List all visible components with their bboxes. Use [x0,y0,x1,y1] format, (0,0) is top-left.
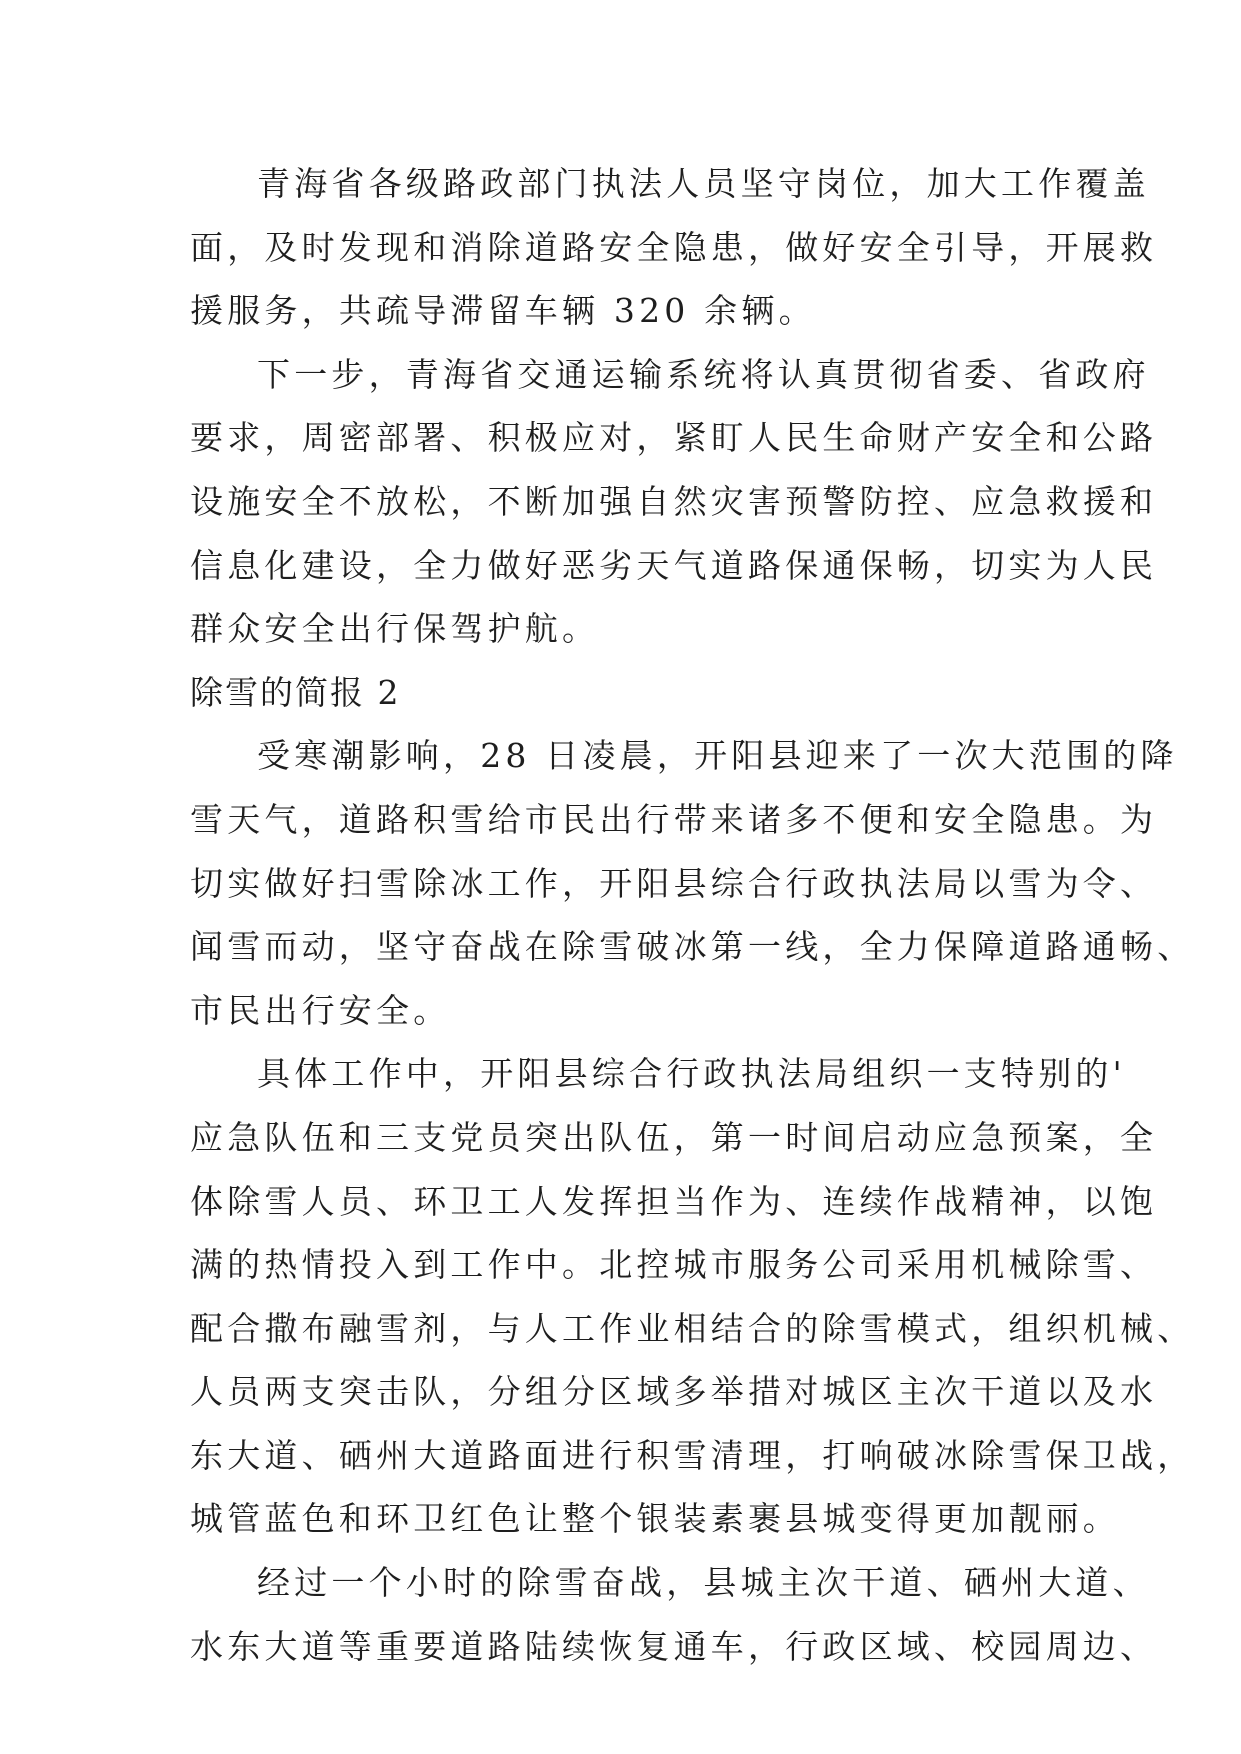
text-line: 人员两支突击队，分组分区域多举措对城区主次干道以及水 [190,1372,1158,1412]
text-line: 经过一个小时的除雪奋战，县城主次干道、硒州大道、 [257,1563,1150,1603]
paragraph [190,1551,1158,1678]
text-line: 满的热情投入到工作中。北控城市服务公司采用机械除雪、 [190,1245,1158,1285]
text-line: 东大道、硒州大道路面进行积雪清理，打响破冰除雪保卫战， [190,1435,1195,1475]
section-heading: 除雪的简报 2 [190,672,401,712]
text-line: 信息化建设，全力做好恶劣天气道路保通保畅，切实为人民 [190,545,1158,585]
text-line: 切实做好扫雪除冰工作，开阳县综合行政执法局以雪为令、 [190,863,1158,903]
text-line: 体除雪人员、环卫工人发挥担当作为、连续作战精神，以饱 [190,1181,1158,1221]
paragraph [190,724,1195,1042]
text-line: 具体工作中，开阳县综合行政执法局组织一支特别的' [257,1054,1126,1094]
text-line: 要求，周密部署、积极应对，紧盯人民生命财产安全和公路 [190,418,1158,458]
text-line: 援服务，共疏导滞留车辆 320 余辆。 [190,291,816,331]
text-line: 雪天气，道路积雪给市民出行带来诸多不便和安全隐患。为 [190,799,1158,839]
document-body [190,152,1195,1678]
text-line: 城管蓝色和环卫红色让整个银装素裹县城变得更加靓丽。 [190,1499,1120,1539]
text-line: 群众安全出行保驾护航。 [190,609,600,649]
text-line: 设施安全不放松，不断加强自然灾害预警防控、应急救援和 [190,481,1158,521]
text-line: 青海省各级路政部门执法人员坚守岗位，加大工作覆盖 [257,164,1150,203]
text-line: 市民出行安全。 [190,990,451,1030]
paragraph [190,343,1158,661]
text-line: 下一步，青海省交通运输系统将认真贯彻省委、省政府 [257,354,1150,394]
text-line: 受寒潮影响，28 日凌晨，开阳县迎来了一次大范围的降 [257,736,1178,776]
paragraph [190,1042,1195,1551]
text-line: 面，及时发现和消除道路安全隐患，做好安全引导，开展救 [190,227,1158,267]
text-line: 应急队伍和三支党员突出队伍，第一时间启动应急预案，全 [190,1117,1158,1157]
text-line: 水东大道等重要道路陆续恢复通车，行政区域、校园周边、 [190,1626,1158,1666]
paragraph [190,152,1158,343]
text-line: 配合撒布融雪剂，与人工作业相结合的除雪模式，组织机械、 [190,1308,1195,1348]
text-line: 闻雪而动，坚守奋战在除雪破冰第一线，全力保障道路通畅、 [190,927,1195,967]
